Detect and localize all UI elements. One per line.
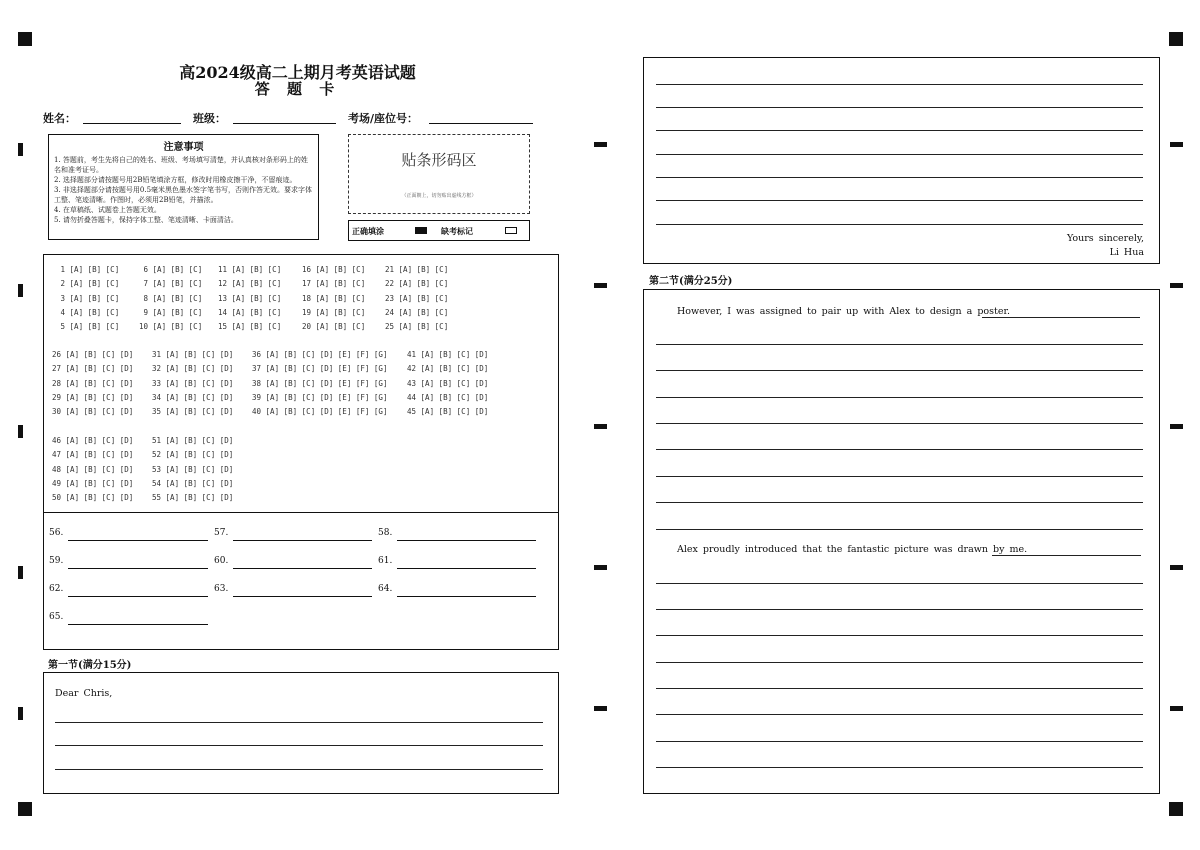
writing-line: [656, 583, 1143, 584]
blank-number: 56.: [49, 528, 64, 538]
writing-line: [992, 555, 1141, 556]
letter-greeting: Dear Chris,: [55, 688, 113, 699]
timing-mark: [18, 425, 23, 438]
mc-question-54[interactable]: 54 [A] [B] [C] [D]: [152, 478, 234, 488]
filled-square-icon: [415, 227, 427, 234]
timing-mark: [1170, 283, 1183, 288]
blank-number: 59.: [49, 556, 64, 566]
corner-marker-top-right: [1169, 32, 1183, 46]
writing-line: [656, 177, 1143, 178]
mc-question-55[interactable]: 55 [A] [B] [C] [D]: [152, 493, 234, 503]
blank-answer-line[interactable]: [233, 540, 372, 541]
section1-label: 第一节(满分15分): [48, 660, 132, 671]
mc-question-46[interactable]: 46 [A] [B] [C] [D]: [52, 436, 134, 445]
corner-marker-bottom-right: [1169, 802, 1183, 816]
mc-question-23[interactable]: 23 [A] [B] [C]: [385, 293, 449, 303]
writing-line: [55, 745, 543, 746]
mc-question-47[interactable]: 47 [A] [B] [C] [D]: [52, 450, 134, 460]
mc-question-7[interactable]: 7 [A] [B] [C]: [139, 279, 203, 289]
blank-number: 63.: [214, 584, 229, 594]
writing-line: [656, 154, 1143, 155]
section2-label: 第二节(满分25分): [649, 276, 733, 287]
blank-answer-line[interactable]: [397, 596, 536, 597]
writing-line: [982, 317, 1140, 318]
section1-writing-box[interactable]: [43, 672, 559, 794]
writing-line: [55, 722, 543, 723]
mc-question-38[interactable]: 38 [A] [B] [C] [D] [E] [F] [G]: [252, 378, 388, 388]
multiple-choice-area: [43, 254, 559, 513]
mc-question-1[interactable]: 1 [A] [B] [C]: [56, 265, 120, 274]
fill-in-blank-area: [43, 513, 559, 650]
seat-label: 考场/座位号：: [348, 112, 419, 125]
writing-line: [656, 397, 1143, 398]
timing-mark: [1170, 565, 1183, 570]
mc-question-39[interactable]: 39 [A] [B] [C] [D] [E] [F] [G]: [252, 392, 388, 402]
mc-question-22[interactable]: 22 [A] [B] [C]: [385, 279, 449, 289]
mc-question-15[interactable]: 15 [A] [B] [C]: [218, 322, 282, 332]
blank-answer-line[interactable]: [68, 596, 208, 597]
page-subtitle: 答 题 卡: [254, 80, 341, 98]
writing-line: [656, 688, 1143, 689]
writing-line: [656, 476, 1143, 477]
writing-line: [656, 200, 1143, 201]
mc-question-42[interactable]: 42 [A] [B] [C] [D]: [407, 364, 489, 374]
barcode-area: [348, 134, 530, 214]
blank-number: 60.: [214, 556, 229, 566]
blank-number: 65.: [49, 612, 64, 622]
notice-line: 1. 答题前，考生先将自己的姓名、班级、考场填写清楚，并认真核对条形码上的姓名和准考证号。: [54, 156, 308, 174]
timing-mark: [18, 143, 23, 156]
blank-answer-line[interactable]: [68, 568, 208, 569]
writing-line: [656, 714, 1143, 715]
mc-question-9[interactable]: 9 [A] [B] [C]: [139, 307, 203, 317]
blank-number: 57.: [214, 528, 229, 538]
writing-line: [55, 769, 543, 770]
mc-question-52[interactable]: 52 [A] [B] [C] [D]: [152, 450, 234, 460]
mc-question-34[interactable]: 34 [A] [B] [C] [D]: [152, 392, 234, 402]
writing-line: [656, 662, 1143, 663]
mc-question-37[interactable]: 37 [A] [B] [C] [D] [E] [F] [G]: [252, 364, 388, 374]
notice-line: 3. 非选择题部分请按题号用0.5毫米黑色墨水签字笔书写，否则作答无效。要求字体工整、笔迹清晰。作图时，必须用2B铅笔，并描浓。: [54, 186, 313, 204]
mc-question-27[interactable]: 27 [A] [B] [C] [D]: [52, 364, 134, 374]
mc-question-36[interactable]: 36 [A] [B] [C] [D] [E] [F] [G]: [252, 350, 388, 359]
writing-line: [656, 767, 1143, 768]
timing-mark: [1170, 424, 1183, 429]
name-label: 姓名：: [43, 112, 76, 125]
mc-question-50[interactable]: 50 [A] [B] [C] [D]: [52, 493, 134, 503]
absent-mark-label: 缺考标记: [441, 226, 473, 236]
mc-question-11[interactable]: 11 [A] [B] [C]: [218, 265, 282, 274]
correct-fill-label: 正确填涂: [352, 226, 384, 236]
section2-writing-box[interactable]: [643, 289, 1160, 794]
writing-line: [656, 609, 1143, 610]
timing-mark: [18, 566, 23, 579]
timing-mark: [594, 565, 607, 570]
class-label: 班级：: [193, 112, 226, 125]
blank-number: 58.: [378, 528, 393, 538]
blank-number: 61.: [378, 556, 393, 566]
mc-question-13[interactable]: 13 [A] [B] [C]: [218, 293, 282, 303]
notice-line: 5. 请勿折叠答题卡，保持字体工整、笔迹清晰、卡面清洁。: [54, 216, 238, 224]
absent-mark-checkbox[interactable]: [505, 227, 517, 234]
mc-question-24[interactable]: 24 [A] [B] [C]: [385, 307, 449, 317]
writing-line: [656, 84, 1143, 85]
mc-question-31[interactable]: 31 [A] [B] [C] [D]: [152, 350, 234, 359]
notice-box: [48, 134, 319, 240]
writing-line: [656, 224, 1143, 225]
blank-number: 62.: [49, 584, 64, 594]
mc-question-44[interactable]: 44 [A] [B] [C] [D]: [407, 392, 489, 402]
mc-question-41[interactable]: 41 [A] [B] [C] [D]: [407, 350, 489, 359]
mc-question-16[interactable]: 16 [A] [B] [C]: [302, 265, 366, 274]
paragraph2-prompt: Alex proudly introduced that the fantastic picture was drawn by me.: [677, 544, 1028, 555]
blank-answer-line[interactable]: [68, 540, 208, 541]
writing-line: [656, 449, 1143, 450]
blank-answer-line[interactable]: [397, 540, 536, 541]
mc-question-4[interactable]: 4 [A] [B] [C]: [56, 307, 120, 317]
class-field[interactable]: [233, 123, 336, 124]
timing-mark: [594, 283, 607, 288]
mc-question-53[interactable]: 53 [A] [B] [C] [D]: [152, 464, 234, 474]
barcode-note: （正面朝上，切勿贴出虚线方框）: [401, 193, 477, 199]
timing-mark: [1170, 142, 1183, 147]
page-title: 高2024级高二上期月考英语试题: [179, 63, 416, 82]
mc-question-17[interactable]: 17 [A] [B] [C]: [302, 279, 366, 289]
mc-question-26[interactable]: 26 [A] [B] [C] [D]: [52, 350, 134, 359]
seat-field[interactable]: [429, 123, 533, 124]
mc-question-45[interactable]: 45 [A] [B] [C] [D]: [407, 407, 489, 417]
letter-closing: Yours sincerely,: [1066, 233, 1144, 244]
timing-mark: [18, 707, 23, 720]
mc-question-18[interactable]: 18 [A] [B] [C]: [302, 293, 366, 303]
mc-question-43[interactable]: 43 [A] [B] [C] [D]: [407, 378, 489, 388]
mc-question-49[interactable]: 49 [A] [B] [C] [D]: [52, 478, 134, 488]
mc-question-32[interactable]: 32 [A] [B] [C] [D]: [152, 364, 234, 374]
blank-number: 64.: [378, 584, 393, 594]
corner-marker-top-left: [18, 32, 32, 46]
mc-question-51[interactable]: 51 [A] [B] [C] [D]: [152, 436, 234, 445]
barcode-title: 贴条形码区: [401, 151, 477, 169]
writing-line: [656, 130, 1143, 131]
mc-question-3[interactable]: 3 [A] [B] [C]: [56, 293, 120, 303]
mc-question-14[interactable]: 14 [A] [B] [C]: [218, 307, 282, 317]
mc-question-48[interactable]: 48 [A] [B] [C] [D]: [52, 464, 134, 474]
writing-line: [656, 635, 1143, 636]
timing-mark: [594, 142, 607, 147]
writing-line: [656, 344, 1143, 345]
mc-question-35[interactable]: 35 [A] [B] [C] [D]: [152, 407, 234, 417]
mc-question-28[interactable]: 28 [A] [B] [C] [D]: [52, 378, 134, 388]
notice-line: 2. 选择题部分请按题号用2B铅笔填涂方框，修改时用橡皮擦干净，不留痕迹。: [54, 176, 297, 184]
mc-question-19[interactable]: 19 [A] [B] [C]: [302, 307, 366, 317]
writing-line: [656, 741, 1143, 742]
mc-question-25[interactable]: 25 [A] [B] [C]: [385, 322, 449, 332]
name-field[interactable]: [83, 123, 181, 124]
mc-question-6[interactable]: 6 [A] [B] [C]: [139, 265, 203, 274]
fill-example: [348, 220, 530, 241]
corner-marker-bottom-left: [18, 802, 32, 816]
mc-question-5[interactable]: 5 [A] [B] [C]: [56, 322, 120, 332]
blank-answer-line[interactable]: [68, 624, 208, 625]
mc-question-8[interactable]: 8 [A] [B] [C]: [139, 293, 203, 303]
mc-question-21[interactable]: 21 [A] [B] [C]: [385, 265, 449, 274]
mc-question-40[interactable]: 40 [A] [B] [C] [D] [E] [F] [G]: [252, 407, 388, 417]
blank-answer-line[interactable]: [233, 568, 372, 569]
letter-signature: Li Hua: [1109, 247, 1144, 258]
blank-answer-line[interactable]: [397, 568, 536, 569]
mc-question-12[interactable]: 12 [A] [B] [C]: [218, 279, 282, 289]
mc-question-2[interactable]: 2 [A] [B] [C]: [56, 279, 120, 289]
timing-mark: [594, 706, 607, 711]
writing-line: [656, 423, 1143, 424]
notice-line: 4. 在草稿纸、试题卷上答题无效。: [54, 206, 161, 214]
notice-title: 注意事项: [163, 142, 204, 153]
mc-question-30[interactable]: 30 [A] [B] [C] [D]: [52, 407, 134, 417]
timing-mark: [1170, 706, 1183, 711]
paragraph1-prompt: However, I was assigned to pair up with Alex to design a poster.: [677, 306, 1010, 317]
section1-continued-box[interactable]: [643, 57, 1160, 264]
mc-question-29[interactable]: 29 [A] [B] [C] [D]: [52, 392, 134, 402]
mc-question-33[interactable]: 33 [A] [B] [C] [D]: [152, 378, 234, 388]
mc-question-20[interactable]: 20 [A] [B] [C]: [302, 322, 366, 332]
writing-line: [656, 370, 1143, 371]
timing-mark: [18, 284, 23, 297]
blank-answer-line[interactable]: [233, 596, 372, 597]
writing-line: [656, 107, 1143, 108]
timing-mark: [594, 424, 607, 429]
mc-question-10[interactable]: 10 [A] [B] [C]: [139, 322, 203, 332]
writing-line: [656, 502, 1143, 503]
writing-line: [656, 529, 1143, 530]
